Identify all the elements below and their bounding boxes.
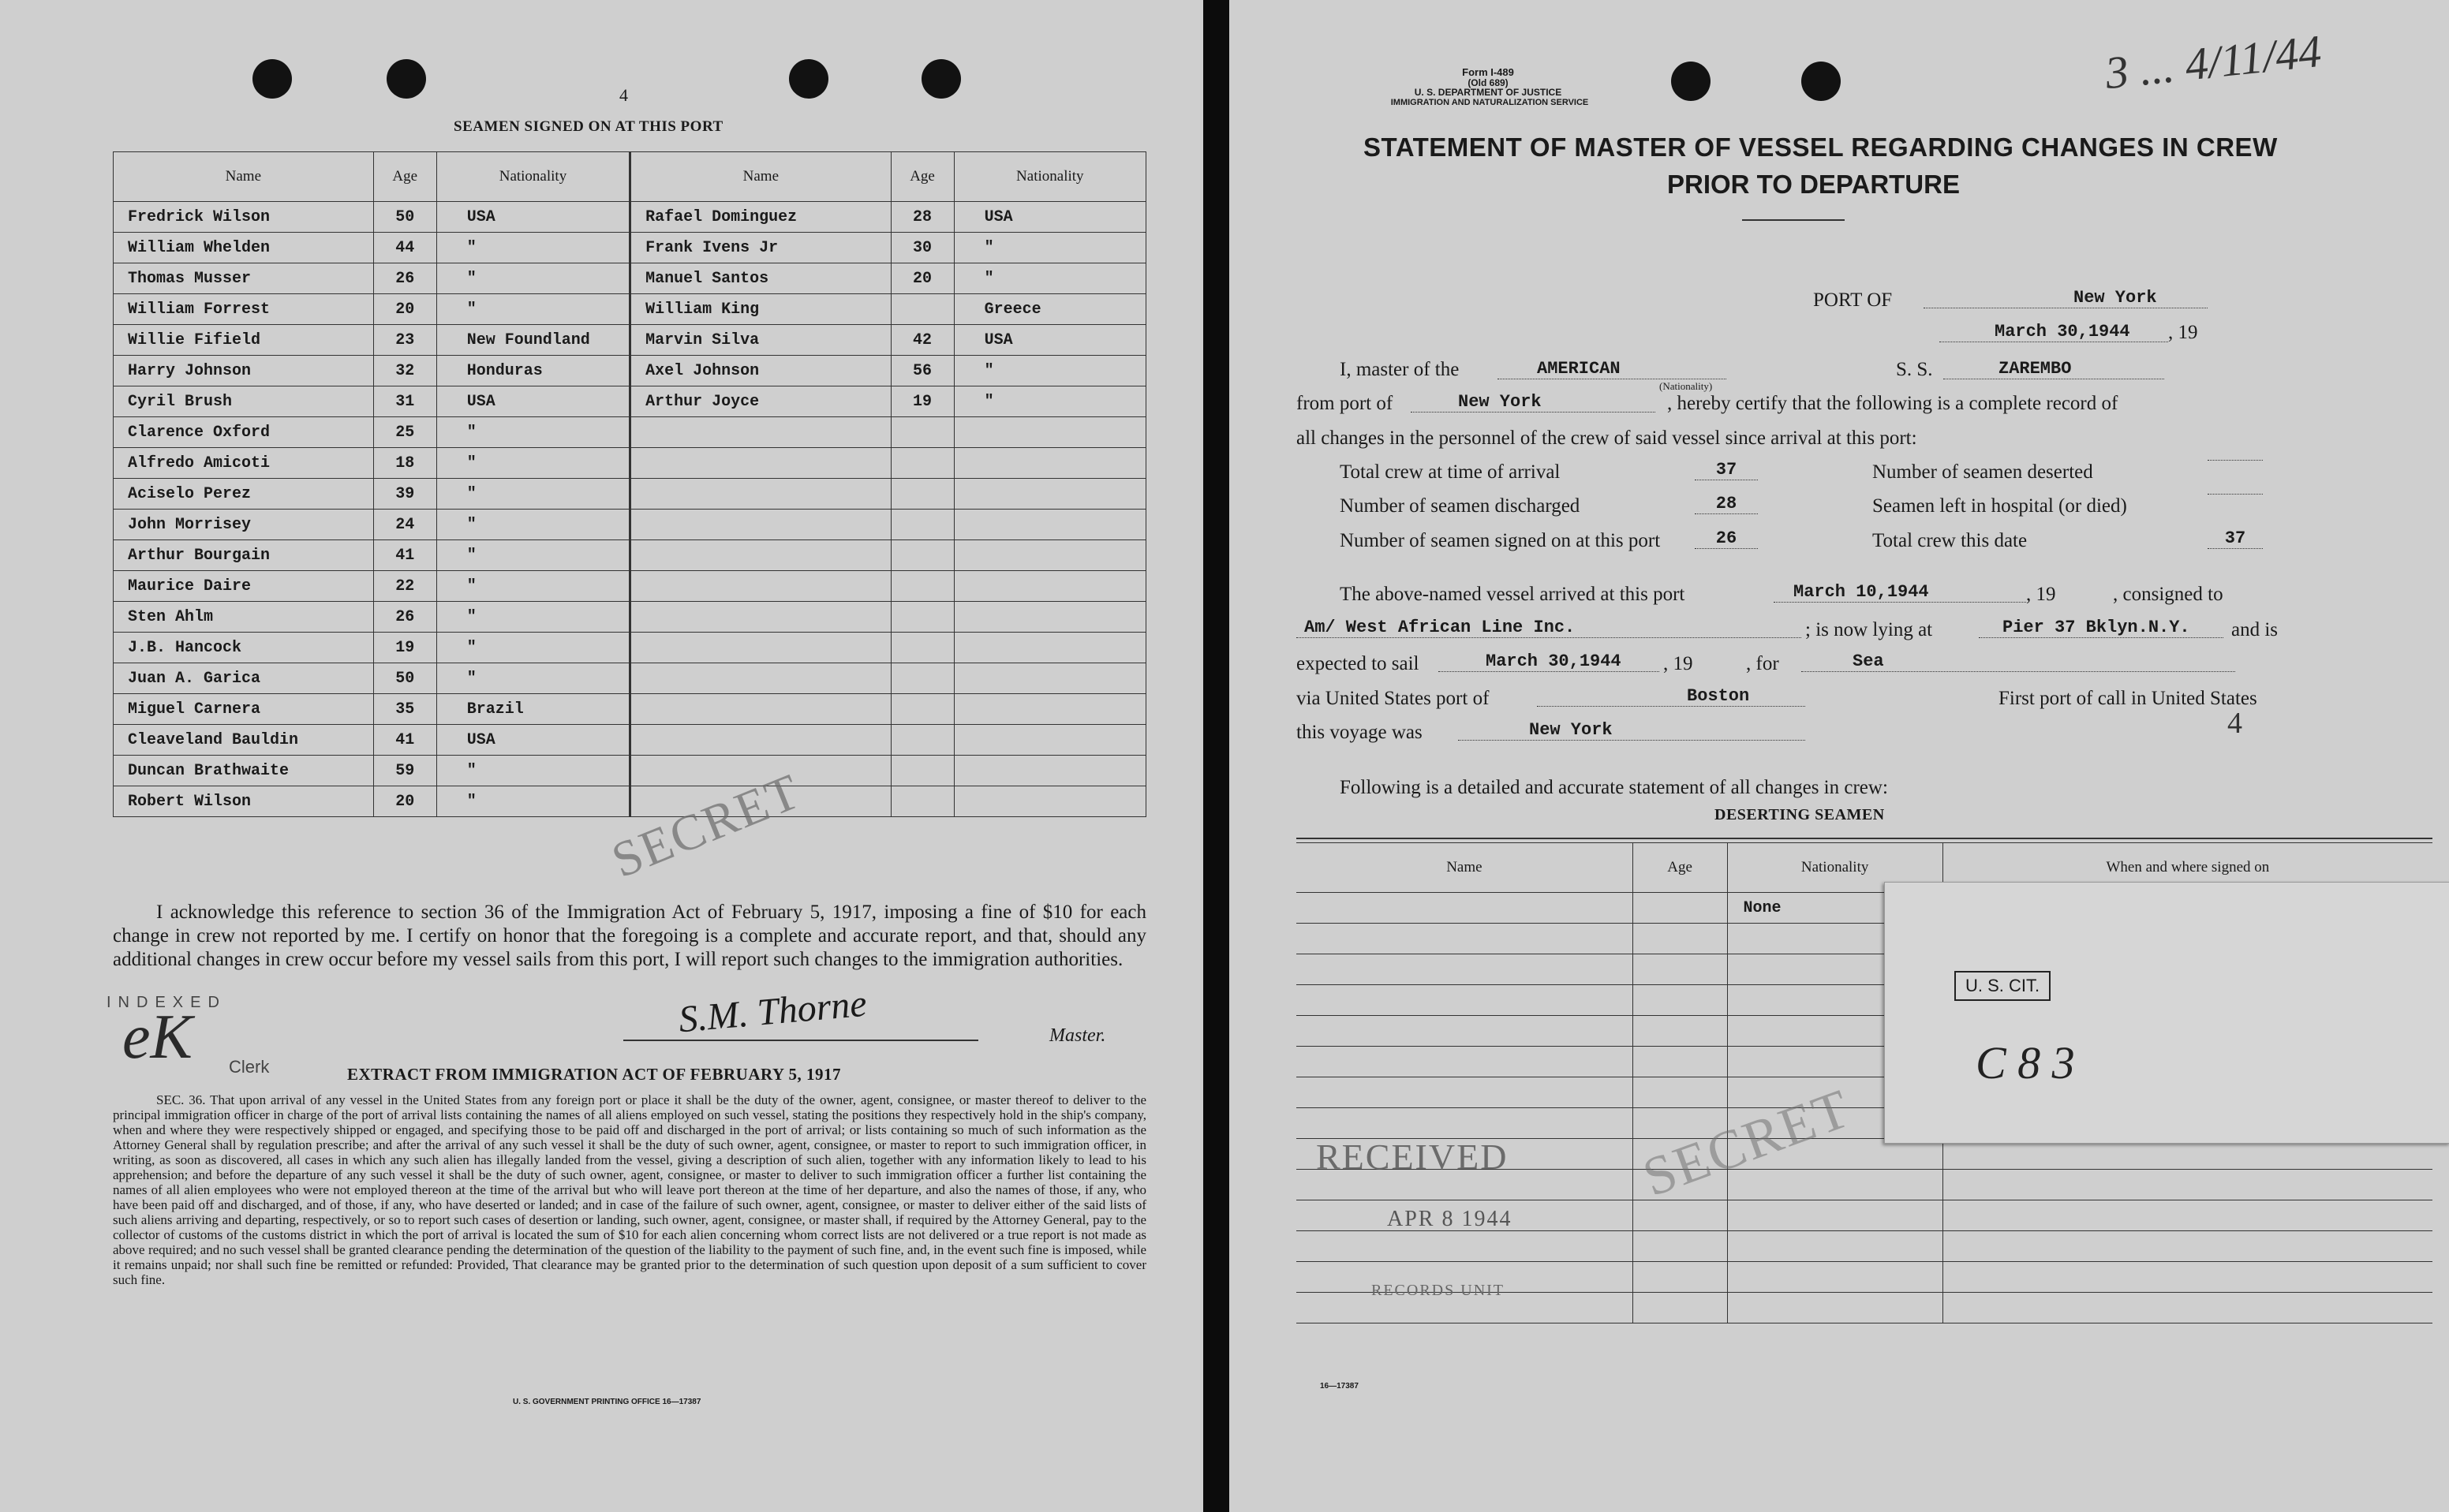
empty-cell bbox=[891, 602, 954, 633]
seaman-age: 30 bbox=[891, 233, 954, 263]
col-nationality: Nationality bbox=[954, 152, 1146, 202]
seaman-name: Juan A. Garica bbox=[114, 663, 374, 694]
right-page bbox=[1229, 0, 2449, 1512]
seaman-name: John Morrisey bbox=[114, 510, 374, 540]
seaman-name: Cyril Brush bbox=[114, 386, 374, 417]
empty-cell bbox=[891, 571, 954, 602]
signature-line bbox=[623, 1040, 978, 1041]
page-gutter bbox=[1203, 0, 1229, 1512]
seamen-signed-on-table bbox=[113, 151, 1146, 817]
empty-cell bbox=[954, 510, 1146, 540]
empty-cell bbox=[1942, 1231, 2432, 1262]
clerk-label: Clerk bbox=[229, 1057, 270, 1077]
seaman-age: 59 bbox=[373, 756, 436, 786]
seaman-age: 31 bbox=[373, 386, 436, 417]
empty-cell bbox=[954, 479, 1146, 510]
empty-cell bbox=[630, 602, 891, 633]
empty-cell bbox=[1942, 1170, 2432, 1200]
corner-handwriting: 3 ... 4/11/44 bbox=[2103, 24, 2324, 99]
seaman-age: 56 bbox=[891, 356, 954, 386]
empty-cell bbox=[1296, 924, 1632, 954]
seaman-nationality: Greece bbox=[954, 294, 1146, 325]
seaman-name: Thomas Musser bbox=[114, 263, 374, 294]
table-row bbox=[114, 510, 1146, 540]
col-name: Name bbox=[630, 152, 891, 202]
stat-label: Number of seamen discharged bbox=[1340, 495, 1580, 517]
seaman-name: William Forrest bbox=[114, 294, 374, 325]
seaman-nationality: " bbox=[954, 356, 1146, 386]
stat-label: Seamen left in hospital (or died) bbox=[1872, 495, 2127, 517]
table-row bbox=[114, 233, 1146, 263]
table-row bbox=[114, 356, 1146, 386]
empty-cell bbox=[954, 448, 1146, 479]
empty-cell bbox=[630, 663, 891, 694]
empty-cell bbox=[1632, 1262, 1727, 1293]
empty-cell bbox=[954, 756, 1146, 786]
sail-value: March 30,1944 bbox=[1438, 651, 1659, 672]
seaman-nationality: " bbox=[436, 633, 630, 663]
empty-cell bbox=[954, 571, 1146, 602]
acknowledgement-text: I acknowledge this reference to section 36 of the Immigration Act of February 5, 1917, imposing a fine of $10 for each change in crew not reported by me. I certify on honor that the foregoing is a complete and accurate report, and that, should any additional changes in crew occur before my vessel sails from this port, I will report such changes to the immigration authorities. bbox=[113, 902, 1146, 970]
seaman-age: 50 bbox=[373, 663, 436, 694]
empty-cell bbox=[954, 540, 1146, 571]
first-call-label: First port of call in United States bbox=[1998, 688, 2257, 709]
table-row bbox=[114, 756, 1146, 786]
empty-cell bbox=[630, 694, 891, 725]
table-row bbox=[114, 325, 1146, 356]
via-value: Boston bbox=[1537, 686, 1805, 707]
seaman-age bbox=[891, 294, 954, 325]
table-row bbox=[114, 602, 1146, 633]
empty-cell bbox=[1727, 1200, 1942, 1231]
empty-cell bbox=[1296, 954, 1632, 985]
empty-cell bbox=[1296, 1047, 1632, 1077]
seaman-nationality: " bbox=[954, 386, 1146, 417]
records-unit-stamp: RECORDS UNIT bbox=[1371, 1282, 1505, 1299]
seaman-nationality: Brazil bbox=[436, 694, 630, 725]
empty-cell bbox=[630, 479, 891, 510]
empty-cell bbox=[891, 510, 954, 540]
seaman-nationality: " bbox=[436, 479, 630, 510]
consigned-label: , consigned to bbox=[2113, 584, 2223, 605]
seaman-nationality: Honduras bbox=[436, 356, 630, 386]
empty-cell bbox=[630, 417, 891, 448]
seaman-name: Duncan Brathwaite bbox=[114, 756, 374, 786]
seaman-nationality: " bbox=[436, 510, 630, 540]
col-age: Age bbox=[373, 152, 436, 202]
empty-cell bbox=[630, 633, 891, 663]
empty-cell bbox=[630, 448, 891, 479]
empty-cell bbox=[630, 725, 891, 756]
title-rule bbox=[1742, 219, 1845, 221]
empty-cell bbox=[891, 448, 954, 479]
col-name: Name bbox=[114, 152, 374, 202]
seaman-name: Sten Ahlm bbox=[114, 602, 374, 633]
seaman-age: 50 bbox=[373, 202, 436, 233]
seaman-age: 24 bbox=[373, 510, 436, 540]
seaman-name: J.B. Hancock bbox=[114, 633, 374, 663]
margin-number: 4 bbox=[2227, 707, 2242, 740]
empty-cell bbox=[1632, 985, 1727, 1016]
clerk-initials: eK bbox=[122, 1002, 193, 1072]
nationality-value: AMERICAN bbox=[1497, 359, 1726, 379]
arrived-value: March 10,1944 bbox=[1774, 582, 2026, 603]
form-number: Form I-489 bbox=[1462, 66, 1514, 78]
master-signature: S.M. Thorne bbox=[677, 982, 869, 1041]
seaman-nationality: " bbox=[436, 233, 630, 263]
seaman-name: Frank Ivens Jr bbox=[630, 233, 891, 263]
table-row bbox=[114, 694, 1146, 725]
seaman-age: 39 bbox=[373, 479, 436, 510]
empty-cell bbox=[630, 540, 891, 571]
table-row bbox=[114, 417, 1146, 448]
empty-cell bbox=[1632, 1047, 1727, 1077]
seaman-nationality: " bbox=[436, 448, 630, 479]
table-row bbox=[114, 263, 1146, 294]
seaman-nationality: New Foundland bbox=[436, 325, 630, 356]
stat-label: Total crew this date bbox=[1872, 530, 2028, 551]
seaman-nationality: " bbox=[954, 233, 1146, 263]
arrived-19: , 19 bbox=[2026, 584, 2056, 605]
printer-line: U. S. GOVERNMENT PRINTING OFFICE 16—17387 bbox=[513, 1398, 701, 1406]
stat-value: 28 bbox=[1695, 494, 1758, 514]
secret-stamp: SECRET bbox=[604, 762, 809, 889]
empty-cell bbox=[954, 417, 1146, 448]
stat-label: Number of seamen signed on at this port bbox=[1340, 530, 1661, 551]
empty-cell bbox=[891, 786, 954, 817]
seaman-nationality: " bbox=[436, 786, 630, 817]
seaman-name: Miguel Carnera bbox=[114, 694, 374, 725]
empty-cell bbox=[1632, 893, 1727, 924]
from-port-label: from port of bbox=[1296, 393, 1393, 414]
empty-cell bbox=[1727, 1293, 1942, 1323]
empty-cell bbox=[1942, 1293, 2432, 1323]
seaman-nationality: " bbox=[436, 263, 630, 294]
table-row bbox=[114, 571, 1146, 602]
seaman-nationality: " bbox=[436, 417, 630, 448]
seaman-age: 20 bbox=[373, 786, 436, 817]
table-top-rule bbox=[1296, 838, 2432, 839]
empty-cell bbox=[891, 725, 954, 756]
table-row bbox=[114, 540, 1146, 571]
stat-value: 37 bbox=[2208, 528, 2263, 549]
via-label: via United States port of bbox=[1296, 688, 1490, 709]
binder-hole bbox=[1671, 62, 1711, 101]
empty-cell bbox=[1296, 985, 1632, 1016]
stat-value bbox=[2208, 460, 2263, 461]
sail-label: expected to sail bbox=[1296, 653, 1419, 674]
section-title: SEAMEN SIGNED ON AT THIS PORT bbox=[454, 118, 723, 135]
seaman-nationality: " bbox=[436, 571, 630, 602]
table-row bbox=[1296, 1231, 2432, 1262]
seaman-nationality: " bbox=[954, 263, 1146, 294]
table-row bbox=[114, 725, 1146, 756]
empty-cell bbox=[1632, 954, 1727, 985]
empty-cell bbox=[891, 756, 954, 786]
for-value: Sea bbox=[1801, 651, 2235, 672]
seaman-name: Alfredo Amicoti bbox=[114, 448, 374, 479]
empty-cell bbox=[1632, 1293, 1727, 1323]
received-stamp: RECEIVED bbox=[1316, 1137, 1509, 1177]
seaman-age: 22 bbox=[373, 571, 436, 602]
seaman-nationality: " bbox=[436, 602, 630, 633]
page-number: 4 bbox=[619, 85, 628, 105]
seaman-name: Maurice Daire bbox=[114, 571, 374, 602]
empty-cell bbox=[1942, 1262, 2432, 1293]
empty-cell bbox=[954, 725, 1146, 756]
certify-text: , hereby certify that the following is a complete record of bbox=[1667, 393, 2118, 414]
master-label: Master. bbox=[1049, 1025, 1106, 1046]
table-row bbox=[114, 786, 1146, 817]
empty-cell bbox=[1632, 924, 1727, 954]
seaman-age: 20 bbox=[891, 263, 954, 294]
table-row bbox=[114, 202, 1146, 233]
ss-value: ZAREMBO bbox=[1943, 359, 2164, 379]
seaman-age: 42 bbox=[891, 325, 954, 356]
seaman-nationality: USA bbox=[436, 386, 630, 417]
seaman-nationality: " bbox=[436, 540, 630, 571]
date-suffix: , 19 bbox=[2168, 322, 2198, 343]
seaman-name: Manuel Santos bbox=[630, 263, 891, 294]
stat-label: Number of seamen deserted bbox=[1872, 461, 2093, 483]
seaman-age: 25 bbox=[373, 417, 436, 448]
empty-cell bbox=[630, 571, 891, 602]
empty-cell bbox=[1296, 1108, 1632, 1139]
empty-cell bbox=[954, 633, 1146, 663]
seaman-age: 32 bbox=[373, 356, 436, 386]
seaman-name: Cleaveland Bauldin bbox=[114, 725, 374, 756]
col-age: Age bbox=[891, 152, 954, 202]
port-of-value: New York bbox=[1924, 288, 2208, 308]
col-signed-on: When and where signed on bbox=[1942, 843, 2432, 893]
slip-handwriting: C 8 3 bbox=[1976, 1037, 2075, 1088]
seaman-nationality: " bbox=[436, 294, 630, 325]
empty-cell bbox=[1942, 1200, 2432, 1231]
master-of-label: I, master of the bbox=[1340, 359, 1460, 380]
seaman-nationality: USA bbox=[954, 202, 1146, 233]
col-age: Age bbox=[1632, 843, 1727, 893]
binder-hole bbox=[252, 59, 292, 99]
arrived-label: The above-named vessel arrived at this port bbox=[1340, 584, 1685, 605]
voyage-value: New York bbox=[1458, 720, 1805, 741]
seaman-age: 23 bbox=[373, 325, 436, 356]
seaman-name: Robert Wilson bbox=[114, 786, 374, 817]
empty-cell bbox=[1632, 1231, 1727, 1262]
seaman-nationality: " bbox=[436, 756, 630, 786]
table-row bbox=[114, 386, 1146, 417]
binder-hole bbox=[1801, 62, 1841, 101]
empty-cell bbox=[954, 602, 1146, 633]
ss-label: S. S. bbox=[1896, 359, 1933, 380]
seaman-age: 26 bbox=[373, 602, 436, 633]
seaman-name: Arthur Bourgain bbox=[114, 540, 374, 571]
port-of-label: PORT OF bbox=[1813, 289, 1893, 311]
seaman-name: Willie Fifield bbox=[114, 325, 374, 356]
empty-cell bbox=[630, 510, 891, 540]
extract-title: EXTRACT FROM IMMIGRATION ACT OF FEBRUARY 5, 1917 bbox=[347, 1065, 842, 1084]
received-date: APR 8 1944 bbox=[1387, 1207, 1512, 1231]
empty-cell bbox=[891, 633, 954, 663]
empty-cell bbox=[891, 417, 954, 448]
empty-cell bbox=[1296, 893, 1632, 924]
binder-hole bbox=[789, 59, 828, 99]
seaman-name: Aciselo Perez bbox=[114, 479, 374, 510]
form-title-line2: PRIOR TO DEPARTURE bbox=[1667, 170, 1960, 199]
table-row bbox=[114, 633, 1146, 663]
seaman-name: Marvin Silva bbox=[630, 325, 891, 356]
pasted-slip bbox=[1884, 882, 2449, 1144]
empty-cell bbox=[954, 786, 1146, 817]
date-value: March 30,1944 bbox=[1939, 322, 2168, 342]
empty-cell bbox=[1296, 1016, 1632, 1047]
seaman-nationality: " bbox=[436, 663, 630, 694]
following-text: Following is a detailed and accurate statement of all changes in crew: bbox=[1340, 777, 1888, 798]
empty-cell bbox=[954, 663, 1146, 694]
department: U. S. DEPARTMENT OF JUSTICE bbox=[1414, 87, 1562, 98]
empty-cell bbox=[1727, 1170, 1942, 1200]
seaman-age: 28 bbox=[891, 202, 954, 233]
seaman-age: 44 bbox=[373, 233, 436, 263]
seaman-age: 35 bbox=[373, 694, 436, 725]
deserting-nationality: None bbox=[1727, 893, 1942, 924]
seaman-name: Rafael Dominguez bbox=[630, 202, 891, 233]
certify-text-2: all changes in the personnel of the crew of said vessel since arrival at this port: bbox=[1296, 427, 1917, 449]
empty-cell bbox=[891, 694, 954, 725]
empty-cell bbox=[1727, 1231, 1942, 1262]
seaman-name: William King bbox=[630, 294, 891, 325]
seaman-age: 41 bbox=[373, 725, 436, 756]
empty-cell bbox=[954, 694, 1146, 725]
col-nationality: Nationality bbox=[436, 152, 630, 202]
empty-cell bbox=[1296, 1231, 1632, 1262]
table-row bbox=[114, 479, 1146, 510]
form-footer: 16—17387 bbox=[1320, 1382, 1359, 1391]
seaman-nationality: USA bbox=[436, 725, 630, 756]
and-is-label: and is bbox=[2231, 619, 2279, 640]
stat-value bbox=[2208, 494, 2263, 495]
table-row bbox=[114, 448, 1146, 479]
empty-cell bbox=[1727, 1262, 1942, 1293]
seaman-name: Fredrick Wilson bbox=[114, 202, 374, 233]
empty-cell bbox=[891, 479, 954, 510]
nationality-caption: (Nationality) bbox=[1659, 380, 1713, 392]
seaman-age: 19 bbox=[373, 633, 436, 663]
col-name: Name bbox=[1296, 843, 1632, 893]
indexed-stamp: INDEXED bbox=[107, 994, 226, 1011]
consignee-value: Am/ West African Line Inc. bbox=[1296, 618, 1801, 638]
stat-label: Total crew at time of arrival bbox=[1340, 461, 1561, 483]
seaman-nationality: USA bbox=[954, 325, 1146, 356]
seaman-name: Harry Johnson bbox=[114, 356, 374, 386]
service: IMMIGRATION AND NATURALIZATION SERVICE bbox=[1390, 98, 1589, 107]
deserting-title: DESERTING SEAMEN bbox=[1714, 806, 1885, 823]
stat-value: 26 bbox=[1695, 528, 1758, 549]
seaman-age: 20 bbox=[373, 294, 436, 325]
col-nationality: Nationality bbox=[1727, 843, 1942, 893]
empty-cell bbox=[891, 540, 954, 571]
empty-cell bbox=[1632, 1200, 1727, 1231]
sail-19: , 19 bbox=[1663, 653, 1693, 674]
seaman-age: 41 bbox=[373, 540, 436, 571]
secret-stamp: SECRET bbox=[1635, 1077, 1859, 1209]
for-label: , for bbox=[1746, 653, 1779, 674]
seaman-name: Clarence Oxford bbox=[114, 417, 374, 448]
table-row bbox=[114, 294, 1146, 325]
binder-hole bbox=[387, 59, 426, 99]
lying-label: ; is now lying at bbox=[1805, 619, 1933, 640]
seaman-age: 26 bbox=[373, 263, 436, 294]
binder-hole bbox=[922, 59, 961, 99]
extract-text: SEC. 36. That upon arrival of any vessel in the United States from any foreign port or place it shall be the duty of the owner, agent, consignee, or master thereof to deliver to the principal immigration officer in charge of the port of arrival lists containing the names of all aliens employed on such vessel, stating the positions they respectively hold in the ship's company, when and where they were respectively shipped or engaged, and specifying those to be paid off and discharged in the port of arrival; or lists containing so much of such information as the Attorney General shall by regulation prescribe; and after the arrival of any such vessel it shall be the duty of such owner, agent, consignee, or master to report to such immigration officer, in writing, as soon as discovered, all cases in which any such alien has illegally landed from the vessel, giving a description of such alien, together with any information likely to lead to his apprehension; and before the departure of any such vessel it shall be the duty of such owner, agent, consignee, or master to deliver to such immigration officer a further list containing the names of all alien employees who were not employed thereon at the time of the arrival but who will leave port thereon at the time of her departure, and also the names of those, if any, who have been paid off and discharged, and of those, if any, who have deserted or landed; and in case of the failure of such owner, agent, consignee, or master to deliver either of the said lists of such aliens arriving and departing, respectively, or so to report such cases of desertion or landing, such owner, agent, consignee, or master shall, if required by the Attorney General, pay to the collector of customs of the customs district in which the port of arrival is located the sum of $10 for each alien concerning whom correct lists are not delivered or a true report is not made as above required; and no such vessel shall be granted clearance pending the determination of the question of the liability to the payment of such fine, and, in the event such fine is imposed, while it remains unpaid; nor shall such fine be remitted or refunded: Provided, That clearance may be granted prior to the determination of such question upon deposit of a sum sufficient to cover such fine. bbox=[113, 1092, 1146, 1287]
table-row bbox=[114, 663, 1146, 694]
seaman-age: 18 bbox=[373, 448, 436, 479]
seaman-name: William Whelden bbox=[114, 233, 374, 263]
seaman-name: Axel Johnson bbox=[630, 356, 891, 386]
seaman-age: 19 bbox=[891, 386, 954, 417]
empty-cell bbox=[1632, 1077, 1727, 1108]
from-port-value: New York bbox=[1411, 392, 1655, 413]
empty-cell bbox=[1632, 1016, 1727, 1047]
voyage-label: this voyage was bbox=[1296, 722, 1423, 743]
left-page bbox=[0, 0, 1203, 1512]
form-old: (Old 689) bbox=[1468, 77, 1509, 88]
us-cit-stamp: U. S. CIT. bbox=[1954, 971, 2051, 1001]
seaman-name: Arthur Joyce bbox=[630, 386, 891, 417]
stat-value: 37 bbox=[1695, 460, 1758, 480]
seaman-nationality: USA bbox=[436, 202, 630, 233]
empty-cell bbox=[891, 663, 954, 694]
lying-value: Pier 37 Bklyn.N.Y. bbox=[1979, 618, 2223, 638]
empty-cell bbox=[1296, 1077, 1632, 1108]
form-title-line1: STATEMENT OF MASTER OF VESSEL REGARDING CHANGES IN CREW bbox=[1363, 133, 2278, 162]
